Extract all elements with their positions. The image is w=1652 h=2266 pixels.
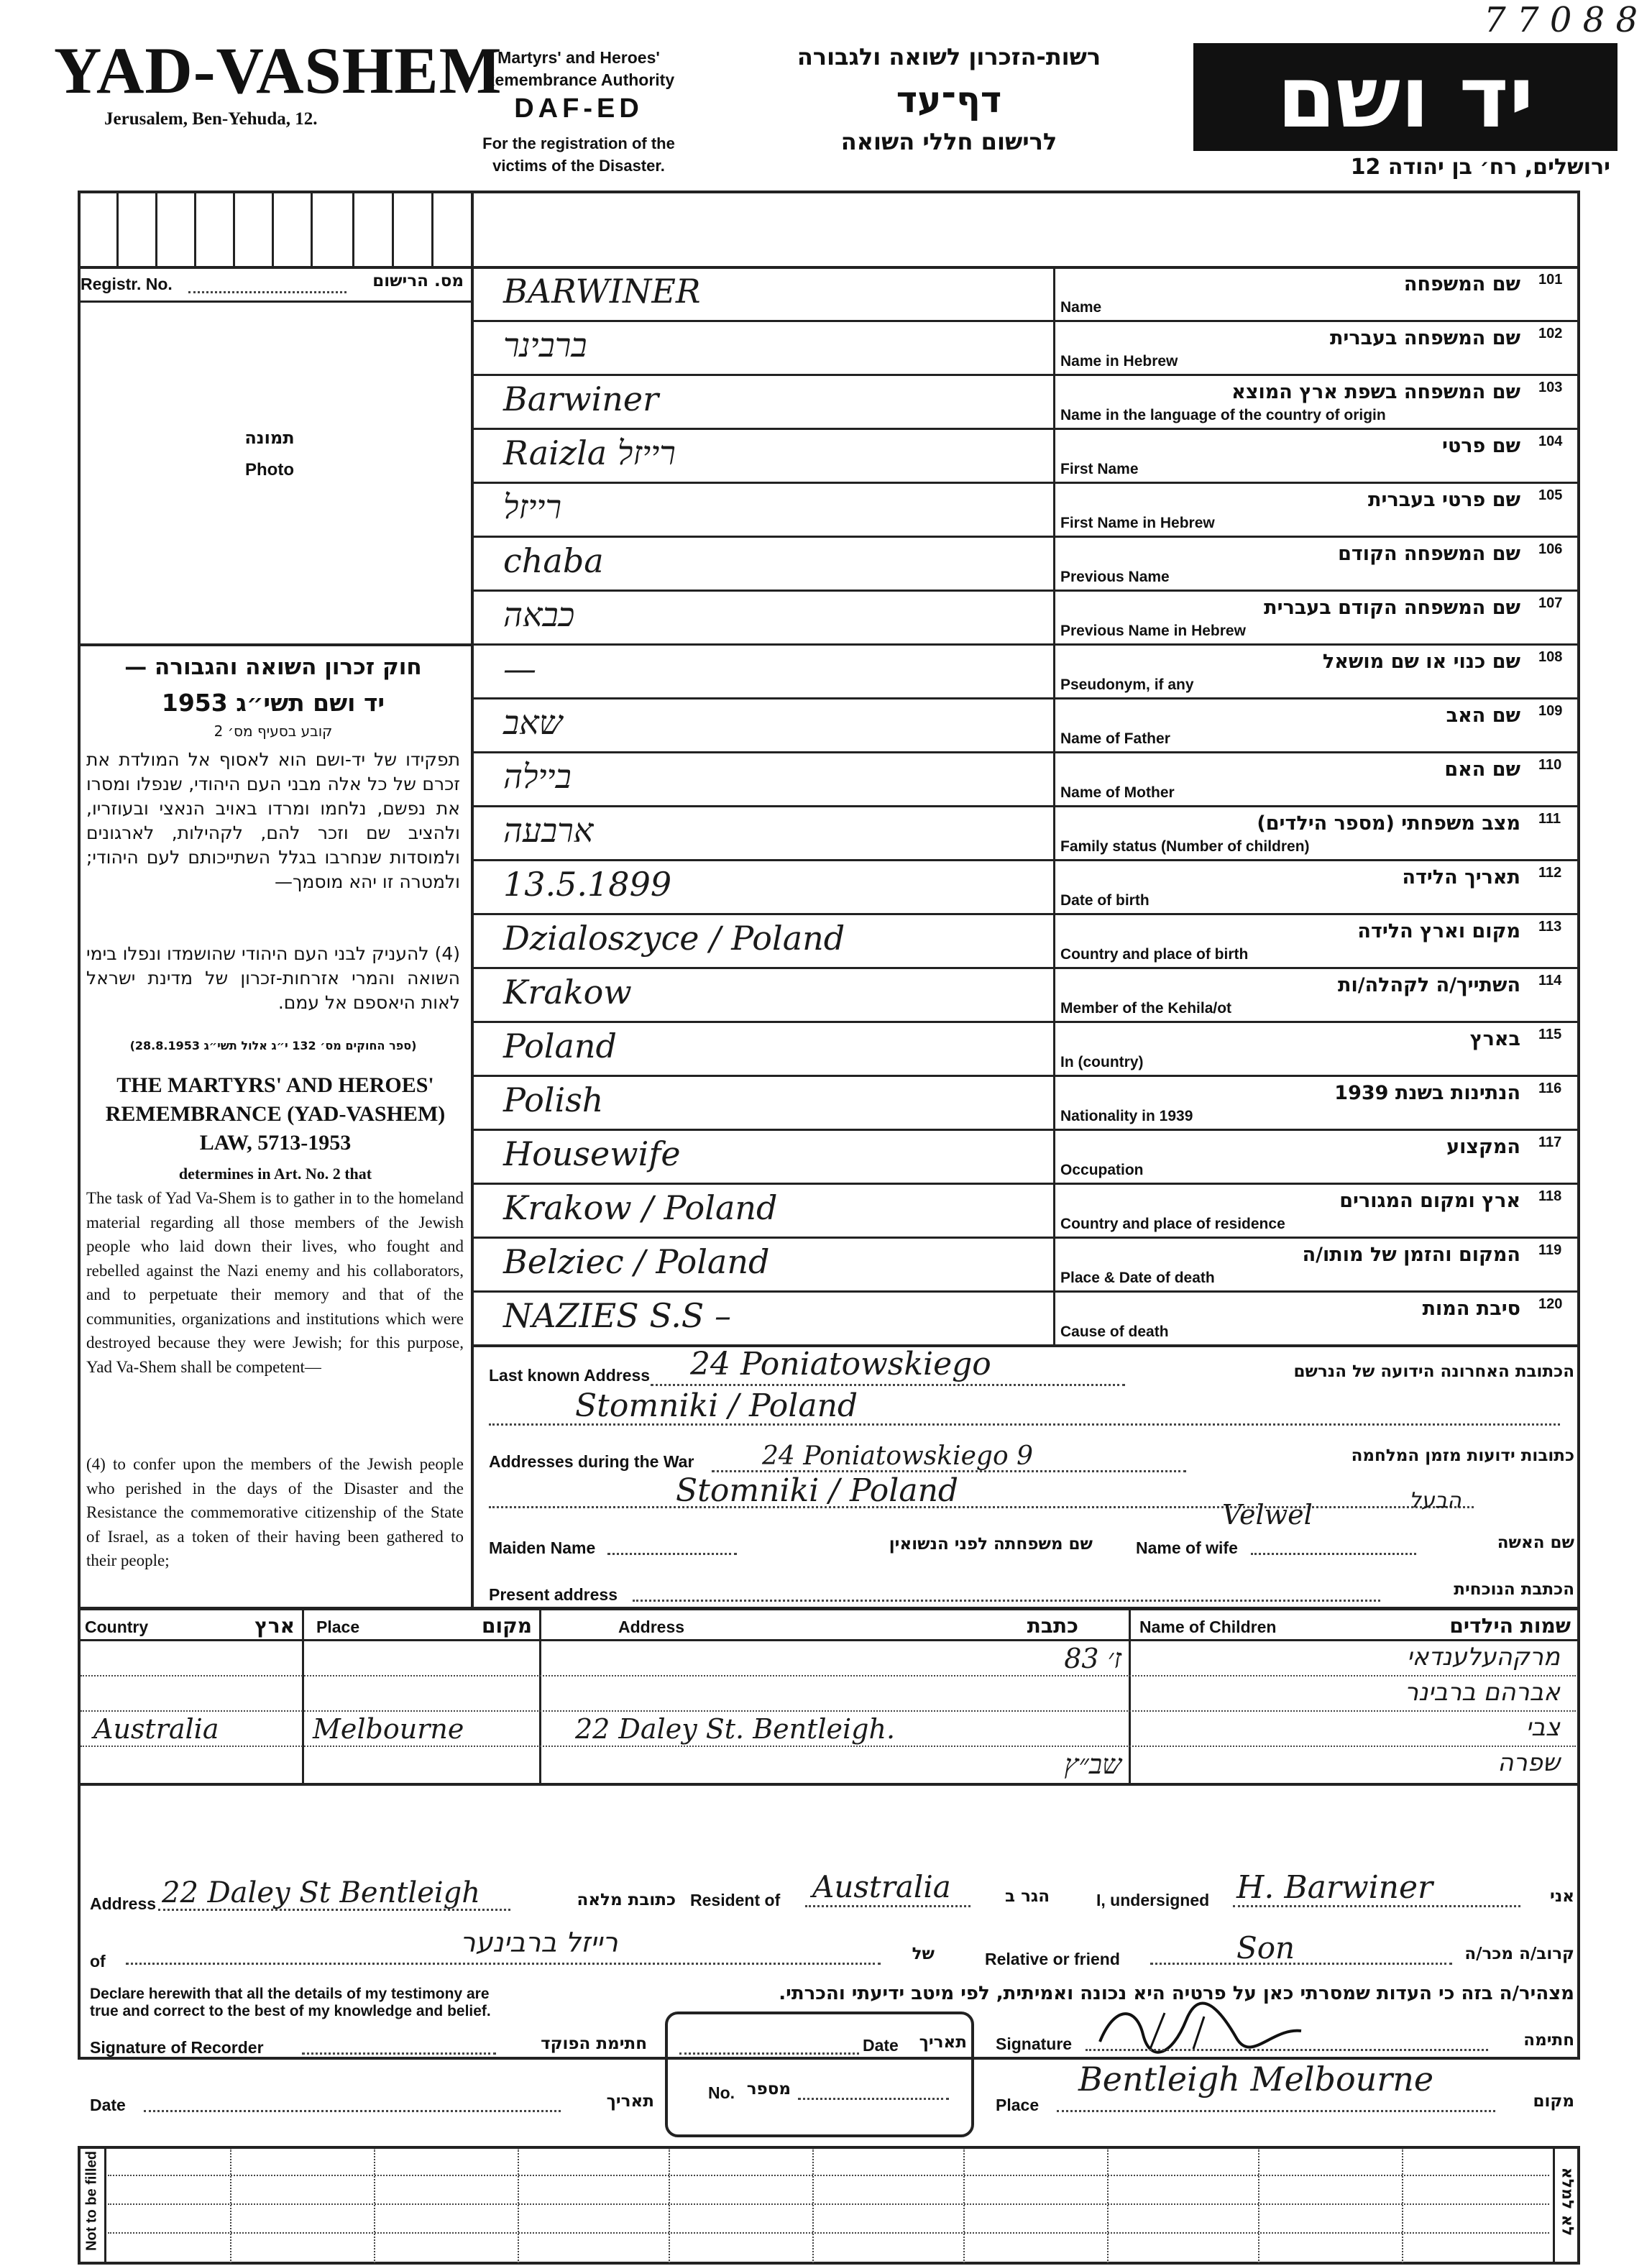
- last-known-label-he: הכתובת האחרונה הידועה של הנרשם: [1293, 1362, 1574, 1381]
- decl-resident-label-he: הגר ב: [1005, 1887, 1050, 1906]
- law-ref-he: (ספר החוקים מס׳ 132 י״ג אלול תשי״ג 28.8.1953): [129, 1039, 417, 1052]
- purpose-en: For the registration of the victims of the Disaster.: [482, 134, 675, 175]
- decl-address-label-he: כתובת מלאה: [577, 1891, 676, 1909]
- field-label-en: Member of the Kehila/ot: [1060, 1000, 1232, 1017]
- field-label-en: Previous Name in Hebrew: [1060, 623, 1246, 639]
- office-date-label-en: Date: [863, 2036, 899, 2055]
- field-number: 112: [1538, 865, 1562, 881]
- not-to-be-filled-he: לא למלא: [1558, 2167, 1577, 2237]
- law-clause-en: (4) to confer upon the members of the Jewish people who perished in the days of the Disaster and the Resistance the commemorative citizenship of the State of Israel, as a token of their having been gathered to their people;: [86, 1455, 464, 1569]
- field-value[interactable]: ארבעה: [503, 811, 594, 850]
- maiden-label-he: שם משפחתה לפני הנשואין: [889, 1535, 1093, 1554]
- field-number: 116: [1538, 1081, 1562, 1096]
- field-label-he: השתייך/ה לקהלה/ות: [1338, 974, 1520, 996]
- decl-resident-label-en: Resident of: [690, 1891, 781, 1909]
- field-label-en: Name in Hebrew: [1060, 353, 1178, 370]
- address-he: ירושלים, רח׳ בן יהודה 12: [1350, 155, 1610, 180]
- decl-of-label-he: של: [912, 1945, 935, 1963]
- child-country[interactable]: Australia: [93, 1713, 219, 1745]
- field-number: 115: [1538, 1027, 1562, 1042]
- form-name-he: דף־עד: [896, 79, 1002, 121]
- field-number: 102: [1538, 326, 1563, 341]
- signature-icon: [1086, 1999, 1316, 2063]
- recorder-signature-label-en: Signature of Recorder: [90, 2038, 264, 2057]
- child-name[interactable]: שפרה: [1497, 1748, 1560, 1777]
- decl-undersigned-value: H. Barwiner: [1236, 1869, 1433, 1906]
- place-value: Bentleigh Melbourne: [1078, 2060, 1434, 2098]
- form-name-en: DAF-ED: [514, 93, 643, 124]
- child-address[interactable]: ז׳ 83: [1064, 1643, 1121, 1674]
- field-label-en: Country and place of residence: [1060, 1216, 1285, 1232]
- last-known-value-2: Stomniki / Poland: [575, 1387, 858, 1424]
- field-label-he: מצב משפחתי (מספר הילדים): [1257, 812, 1520, 835]
- present-label-en: Present address: [489, 1585, 618, 1604]
- field-label-en: Place & Date of death: [1060, 1270, 1215, 1286]
- field-number: 120: [1538, 1296, 1563, 1312]
- field-number: 114: [1538, 973, 1562, 988]
- child-address[interactable]: 22 Daley St. Bentleigh.: [575, 1713, 896, 1745]
- field-value[interactable]: ביילה: [503, 757, 572, 796]
- recorder-signature-label-he: חתימת הפוקד: [541, 2035, 647, 2053]
- field-number: 108: [1538, 649, 1563, 665]
- decl-of-value: רייזל ברבינער: [460, 1927, 618, 1958]
- children-col-place-en: Place: [316, 1618, 360, 1636]
- children-col-country-en: Country: [85, 1618, 149, 1636]
- field-label-en: Previous Name: [1060, 569, 1170, 585]
- field-label-en: Date of birth: [1060, 892, 1149, 909]
- field-value[interactable]: Polish: [503, 1081, 604, 1119]
- field-value[interactable]: BARWINER: [503, 272, 701, 311]
- photo-label-he: תמונה: [244, 428, 295, 448]
- authority-en: Martyrs' and Heroes' Remembrance Authority: [482, 48, 675, 89]
- field-value[interactable]: Poland: [503, 1027, 617, 1065]
- child-name[interactable]: אברהם ברבינר: [1404, 1678, 1560, 1707]
- decl-relative-label-en: Relative or friend: [985, 1950, 1120, 1968]
- children-col-address-he: כתבת: [1027, 1614, 1078, 1638]
- field-label-he: ארץ ומקום המגורים: [1339, 1190, 1520, 1212]
- office-box: [665, 2012, 974, 2137]
- logo-text-he: יד ושם: [1277, 47, 1534, 147]
- field-label-en: Family status (Number of children): [1060, 838, 1310, 855]
- decl-text-he: מצהיר/ה בזה כי העדות שמסרתי כאן על פרטיה היא נכונה ואמיתית, לפי מיטב ידיעתי והכרתי.: [779, 1983, 1574, 2004]
- field-label-en: First Name in Hebrew: [1060, 515, 1215, 531]
- date-label-he: תאריך: [606, 2092, 654, 2111]
- law-name-he: יד ושם תשי״ג 1953: [161, 689, 385, 717]
- field-value[interactable]: chaba: [503, 541, 604, 580]
- field-label-en: Pseudonym, if any: [1060, 676, 1194, 693]
- field-label-en: First Name: [1060, 461, 1139, 477]
- field-label-en: Cause of death: [1060, 1324, 1169, 1340]
- field-number: 111: [1538, 811, 1561, 827]
- field-label-en: In (country): [1060, 1054, 1144, 1070]
- field-value[interactable]: Raizla רייזל: [503, 434, 676, 472]
- field-label-he: שם האם: [1444, 758, 1520, 781]
- field-label-he: המקצוע: [1446, 1136, 1520, 1158]
- field-label-en: Nationality in 1939: [1060, 1108, 1193, 1124]
- maiden-label-en: Maiden Name: [489, 1538, 596, 1557]
- field-value[interactable]: רייזל: [503, 487, 562, 526]
- wife-value-1: Velwel: [1222, 1499, 1313, 1531]
- field-label-he: המקום והזמן של מותו/ה: [1302, 1244, 1520, 1266]
- decl-address-value: 22 Daley St Bentleigh: [162, 1876, 481, 1909]
- child-place[interactable]: Melbourne: [313, 1713, 464, 1745]
- field-label-he: תאריך הלידה: [1402, 866, 1520, 889]
- field-value[interactable]: Belziec / Poland: [503, 1242, 770, 1281]
- war-value-1: 24 Poniatowskiego 9: [762, 1441, 1033, 1471]
- decl-relative-value: Son: [1236, 1930, 1295, 1965]
- place-label-en: Place: [996, 2096, 1040, 2114]
- field-label-he: שם המשפחה בעברית: [1329, 327, 1520, 349]
- law-body-he: תפקידו של יד-ושם הוא לאסוף אל המולדת את זכרם של כל אלה מבני העם היהודי, שנפלו ומסרו את נפשם, נלחמו ומרדו באויב הנאצי ובעוזריו, ולהציב שם וזכר להם, לקהילות, לארגונים ולמוסדות שנחרבו בגלל השתייכותם לעם היהודי; ולמטרה זו יהא מוסמך—: [86, 749, 460, 892]
- field-label-he: שם המשפחה הקודם בעברית: [1264, 597, 1520, 619]
- child-name[interactable]: צבי: [1525, 1713, 1560, 1742]
- field-value[interactable]: Dzialoszyce / Poland: [503, 919, 845, 958]
- field-label-he: שם המשפחה הקודם: [1338, 543, 1520, 565]
- field-number: 117: [1538, 1134, 1562, 1150]
- war-label-he: כתובות ידועות מזמן המלחמה: [1351, 1446, 1574, 1465]
- children-col-address-en: Address: [618, 1618, 685, 1636]
- child-name[interactable]: מרקהעלענדאי: [1406, 1643, 1560, 1671]
- field-value[interactable]: Krakow / Poland: [503, 1188, 778, 1227]
- last-known-label-en: Last known Address: [489, 1366, 651, 1385]
- decl-address-label-en: Address: [90, 1894, 157, 1913]
- field-number: 119: [1538, 1242, 1562, 1258]
- field-number: 113: [1538, 919, 1562, 935]
- photo-label-en: Photo: [245, 460, 294, 480]
- decl-undersigned-label-he: אני: [1550, 1887, 1574, 1906]
- decl-relative-label-he: קרוב/ה מכר/ה: [1464, 1945, 1574, 1963]
- field-label-he: סיבת המות: [1422, 1298, 1520, 1320]
- law-body-en: The task of Yad Va-Shem is to gather in to the homeland material regarding all those members of the Jewish people who laid down their lives, who fought and rebelled against the Nazi enemy and his collaborators, and to perpetuate their memory and that of the communities, organizations and institutions which were destroyed because they were Jewish; for this purpose, Yad Va-Shem shall be competent—: [86, 1189, 464, 1376]
- field-value[interactable]: Krakow: [503, 973, 632, 1012]
- signature-label-he: חתימה: [1523, 2031, 1574, 2050]
- children-col-place-he: מקום: [482, 1614, 532, 1638]
- field-number: 106: [1538, 541, 1563, 557]
- field-label-he: שם המשפחה: [1403, 273, 1520, 295]
- field-number: 104: [1538, 434, 1563, 449]
- field-value[interactable]: 13.5.1899: [503, 865, 672, 904]
- place-label-he: מקום: [1533, 2092, 1574, 2111]
- field-label-he: שם כנוי או שם מושאל: [1322, 651, 1520, 673]
- not-to-be-filled-en: Not to be filled: [83, 2151, 100, 2251]
- field-label-he: שם פרטי: [1442, 435, 1520, 457]
- decl-text-en: Declare herewith that all the details of my testimony are true and correct to the best of my knowledge and belief.: [90, 1986, 491, 2019]
- last-known-value-1: 24 Poniatowskiego: [690, 1346, 991, 1382]
- children-col-name-he: שמות הילדים: [1449, 1614, 1571, 1638]
- date-label-en: Date: [90, 2096, 126, 2114]
- org-title-en: YAD-VASHEM: [54, 34, 503, 107]
- field-value[interactable]: NAZIES S.S –: [503, 1296, 731, 1335]
- law-title-en: THE MARTYRS' AND HEROES' REMEMBRANCE (YAD-VASHEM) LAW, 5713-1953: [105, 1073, 446, 1155]
- field-number: 109: [1538, 703, 1563, 719]
- field-label-he: הנתינות בשנת 1939: [1334, 1082, 1520, 1104]
- decl-resident-value: Australia: [812, 1869, 951, 1904]
- office-no-label-en: No.: [708, 2083, 735, 2102]
- field-number: 118: [1538, 1188, 1562, 1204]
- page-number-corner: 7 7 0 8 8: [1484, 0, 1638, 40]
- law-clause-he: (4) להעניק לבני העם היהודי שהושמדו ונפלו בימי השואה והמרי אזרחות-זכרון של מדינת ישראל לאות היאספם אל עמם.: [86, 943, 460, 1013]
- field-label-en: Name of Mother: [1060, 784, 1175, 801]
- field-label-he: שם פרטי בעברית: [1368, 489, 1520, 511]
- law-title-he: חוק זכרון השואה והגבורה —: [124, 654, 422, 680]
- decl-undersigned-label-en: I, undersigned: [1096, 1891, 1210, 1909]
- field-number: 103: [1538, 380, 1563, 395]
- field-value[interactable]: Barwiner: [503, 380, 659, 418]
- field-label-he: בארץ: [1469, 1028, 1520, 1050]
- field-number: 105: [1538, 487, 1563, 503]
- field-number: 107: [1538, 595, 1563, 611]
- signature-label-en: Signature: [996, 2035, 1073, 2053]
- wife-label-he: שם האשה: [1497, 1533, 1574, 1552]
- registry-label-he: מס. הרישום: [372, 272, 464, 290]
- children-col-name-en: Name of Children: [1139, 1618, 1277, 1636]
- child-address[interactable]: שב״ץ: [1064, 1748, 1121, 1780]
- field-label-en: Name of Father: [1060, 730, 1170, 747]
- war-label-en: Addresses during the War: [489, 1452, 694, 1471]
- field-value[interactable]: Housewife: [503, 1134, 681, 1173]
- field-value[interactable]: ברבינר: [503, 326, 587, 364]
- signature-scribble: [1086, 1999, 1316, 2063]
- registry-label-en: Registr. No.: [81, 275, 173, 293]
- office-use-strip: [78, 2146, 1580, 2265]
- org-address-en: Jerusalem, Ben-Yehuda, 12.: [104, 109, 318, 129]
- field-label-he: שם האב: [1446, 705, 1520, 727]
- field-value[interactable]: —: [503, 649, 536, 688]
- field-label-en: Name in the language of the country of origin: [1060, 407, 1386, 423]
- office-date-label-he: תאריך: [919, 2033, 967, 2052]
- purpose-he: לרישום חללי השואה: [840, 128, 1057, 155]
- law-determines-en: determines in Art. No. 2 that: [178, 1165, 372, 1183]
- office-no-label-he: מספר: [746, 2080, 791, 2098]
- children-col-country-he: ארץ: [254, 1614, 295, 1638]
- field-label-en: Name: [1060, 299, 1102, 316]
- field-label-he: שם המשפחה בשפת ארץ המוצא: [1231, 381, 1520, 403]
- field-number: 101: [1538, 272, 1563, 288]
- wife-value-2: הבעל: [1409, 1488, 1461, 1513]
- field-label-en: Country and place of birth: [1060, 946, 1249, 963]
- law-sub-he: קובע בסעיף מס׳ 2: [214, 723, 333, 740]
- present-label-he: הכתבת הנוכחית: [1454, 1580, 1574, 1599]
- wife-label-en: Name of wife: [1136, 1538, 1238, 1557]
- authority-he: רשות-הזכרון לשואה ולגבורה: [797, 43, 1101, 70]
- field-value[interactable]: שאב: [503, 703, 563, 742]
- field-label-he: מקום וארץ הלידה: [1357, 920, 1520, 942]
- war-value-2: Stomniki / Poland: [676, 1472, 959, 1509]
- field-number: 110: [1538, 757, 1562, 773]
- field-value[interactable]: כבאה: [503, 595, 575, 634]
- yad-vashem-logo: [1193, 43, 1617, 151]
- field-label-en: Occupation: [1060, 1162, 1144, 1178]
- decl-of-label-en: of: [90, 1952, 106, 1971]
